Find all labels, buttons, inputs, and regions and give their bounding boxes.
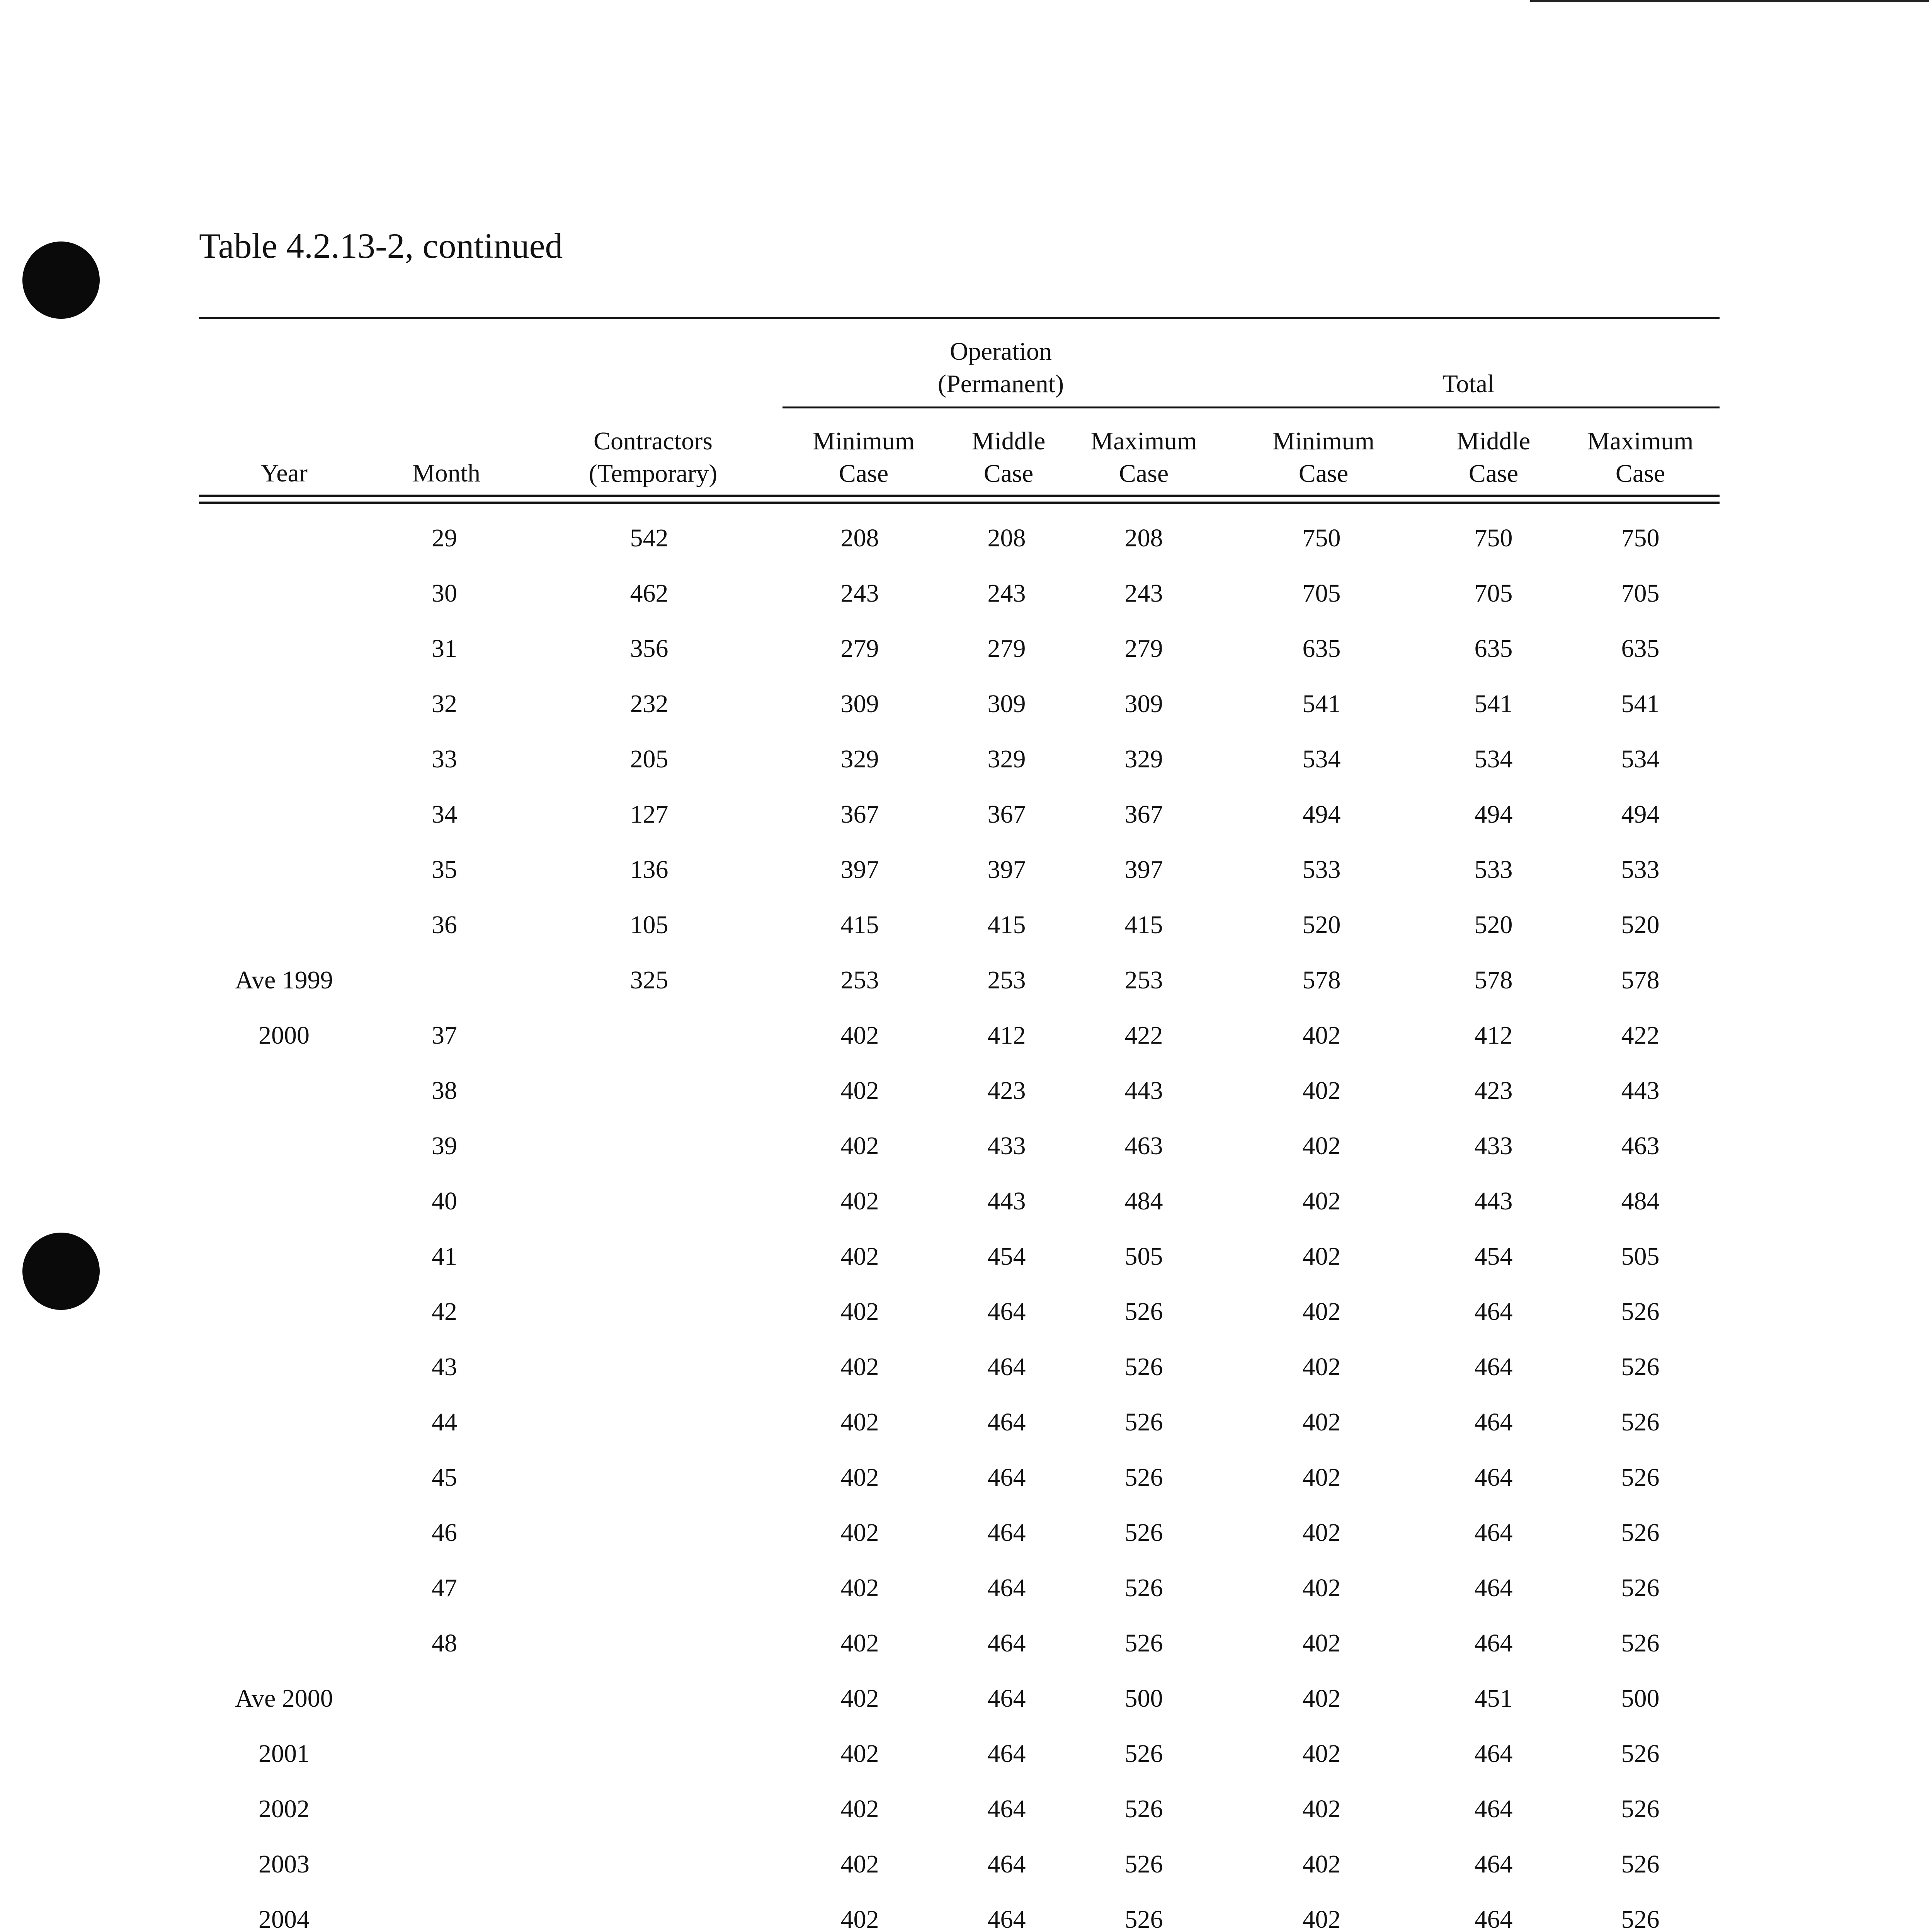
table-row — [0, 1615, 1929, 1670]
header-op-max: Maximum Case — [1090, 427, 1197, 488]
cell-op-mid: 208 — [987, 524, 1026, 552]
cell-tot-min: 402 — [1302, 1463, 1341, 1492]
table-title: Table 4.2.13-2, continued — [199, 226, 563, 265]
cell-op-max: 279 — [1124, 634, 1163, 663]
cell-contractors: 136 — [630, 855, 669, 884]
cell-contractors: 127 — [630, 800, 669, 828]
cell-tot-min: 494 — [1302, 800, 1341, 828]
cell-tot-min: 578 — [1302, 966, 1341, 994]
cell-tot-max: 526 — [1621, 1408, 1660, 1436]
cell-tot-mid: 412 — [1474, 1021, 1513, 1049]
cell-tot-min: 402 — [1302, 1077, 1341, 1105]
cell-tot-max: 526 — [1621, 1463, 1660, 1492]
cell-tot-max: 494 — [1621, 800, 1660, 828]
cell-tot-mid: 443 — [1474, 1187, 1513, 1215]
cell-tot-min: 402 — [1302, 1574, 1341, 1602]
cell-op-max: 526 — [1124, 1463, 1163, 1492]
cell-op-min: 402 — [840, 1187, 879, 1215]
cell-tot-max: 520 — [1621, 911, 1660, 939]
header-tot-min: Minimum Case — [1272, 427, 1375, 488]
cell-year: Ave 2000 — [235, 1684, 333, 1713]
cell-op-min: 402 — [840, 1519, 879, 1547]
cell-op-max: 526 — [1124, 1905, 1163, 1932]
cell-op-min: 402 — [840, 1463, 879, 1492]
cell-op-min: 402 — [840, 1905, 879, 1932]
cell-tot-mid: 635 — [1474, 634, 1513, 663]
cell-tot-min: 750 — [1302, 524, 1341, 552]
cell-month: 31 — [432, 634, 457, 663]
cell-contractors: 542 — [630, 524, 669, 552]
cell-op-mid: 433 — [987, 1132, 1026, 1160]
cell-op-min: 402 — [840, 1574, 879, 1602]
cell-op-mid: 464 — [987, 1629, 1026, 1657]
cell-op-mid: 464 — [987, 1353, 1026, 1381]
cell-tot-min: 402 — [1302, 1629, 1341, 1657]
cell-tot-max: 526 — [1621, 1353, 1660, 1381]
cell-tot-max: 705 — [1621, 579, 1660, 607]
cell-op-mid: 443 — [987, 1187, 1026, 1215]
cell-month: 48 — [432, 1629, 457, 1657]
cell-tot-max: 635 — [1621, 634, 1660, 663]
cell-op-max: 526 — [1124, 1629, 1163, 1657]
cell-op-max: 253 — [1124, 966, 1163, 994]
cell-op-min: 402 — [840, 1298, 879, 1326]
cell-tot-max: 526 — [1621, 1519, 1660, 1547]
cell-op-max: 415 — [1124, 911, 1163, 939]
table-row — [0, 1007, 1929, 1063]
cell-op-min: 402 — [840, 1021, 879, 1049]
cell-tot-mid: 534 — [1474, 745, 1513, 773]
cell-op-mid: 464 — [987, 1298, 1026, 1326]
cell-op-mid: 464 — [987, 1850, 1026, 1878]
cell-tot-min: 402 — [1302, 1408, 1341, 1436]
table-row — [0, 1394, 1929, 1449]
cell-contractors: 356 — [630, 634, 669, 663]
table-row — [0, 1781, 1929, 1836]
cell-contractors: 325 — [630, 966, 669, 994]
table-row — [0, 676, 1929, 731]
table-top-rule — [199, 317, 1720, 319]
cell-op-min: 402 — [840, 1850, 879, 1878]
cell-tot-min: 402 — [1302, 1132, 1341, 1160]
cell-tot-max: 526 — [1621, 1298, 1660, 1326]
table-body — [0, 510, 1929, 1932]
header-tot-max: Maximum Case — [1587, 427, 1694, 488]
cell-month: 38 — [432, 1077, 457, 1105]
cell-tot-mid: 541 — [1474, 690, 1513, 718]
table-row — [0, 1063, 1929, 1118]
cell-op-min: 402 — [840, 1242, 879, 1270]
cell-op-max: 500 — [1124, 1684, 1163, 1713]
cell-op-max: 526 — [1124, 1353, 1163, 1381]
cell-tot-min: 635 — [1302, 634, 1341, 663]
header-month: Month — [412, 459, 481, 487]
cell-tot-mid: 464 — [1474, 1519, 1513, 1547]
cell-op-mid: 397 — [987, 855, 1026, 884]
cell-op-max: 397 — [1124, 855, 1163, 884]
cell-tot-mid: 705 — [1474, 579, 1513, 607]
cell-op-min: 402 — [840, 1353, 879, 1381]
cell-month: 33 — [432, 745, 457, 773]
cell-month: 42 — [432, 1298, 457, 1326]
cell-tot-mid: 464 — [1474, 1850, 1513, 1878]
cell-op-max: 526 — [1124, 1850, 1163, 1878]
cell-op-mid: 415 — [987, 911, 1026, 939]
table-row — [0, 1228, 1929, 1284]
cell-op-max: 422 — [1124, 1021, 1163, 1049]
cell-tot-max: 463 — [1621, 1132, 1660, 1160]
table-row — [0, 786, 1929, 842]
cell-op-min: 243 — [840, 579, 879, 607]
cell-op-min: 279 — [840, 634, 879, 663]
cell-tot-min: 533 — [1302, 855, 1341, 884]
cell-tot-min: 534 — [1302, 745, 1341, 773]
cell-month: 37 — [432, 1021, 457, 1049]
cell-tot-min: 402 — [1302, 1298, 1341, 1326]
cell-op-max: 526 — [1124, 1298, 1163, 1326]
cell-month: 41 — [432, 1242, 457, 1270]
cell-op-min: 309 — [840, 690, 879, 718]
cell-op-mid: 464 — [987, 1795, 1026, 1823]
cell-tot-max: 526 — [1621, 1795, 1660, 1823]
cell-tot-max: 526 — [1621, 1850, 1660, 1878]
cell-op-mid: 423 — [987, 1077, 1026, 1105]
cell-year: 2003 — [259, 1850, 310, 1878]
cell-month: 40 — [432, 1187, 457, 1215]
cell-tot-max: 578 — [1621, 966, 1660, 994]
table-row — [0, 1726, 1929, 1781]
cell-tot-mid: 464 — [1474, 1574, 1513, 1602]
cell-month: 35 — [432, 855, 457, 884]
cell-op-min: 402 — [840, 1132, 879, 1160]
cell-year: Ave 1999 — [235, 966, 333, 994]
cell-op-max: 484 — [1124, 1187, 1163, 1215]
cell-tot-min: 402 — [1302, 1850, 1341, 1878]
cell-tot-mid: 578 — [1474, 966, 1513, 994]
cell-year: 2001 — [259, 1740, 310, 1768]
table-row — [0, 565, 1929, 621]
cell-tot-min: 402 — [1302, 1684, 1341, 1713]
cell-tot-max: 443 — [1621, 1077, 1660, 1105]
cell-tot-min: 402 — [1302, 1021, 1341, 1049]
cell-year: 2000 — [259, 1021, 310, 1049]
cell-op-max: 443 — [1124, 1077, 1163, 1105]
cell-tot-mid: 464 — [1474, 1353, 1513, 1381]
cell-tot-min: 705 — [1302, 579, 1341, 607]
cell-op-mid: 464 — [987, 1740, 1026, 1768]
table-row — [0, 952, 1929, 1007]
header-year: Year — [260, 459, 308, 487]
cell-tot-mid: 464 — [1474, 1463, 1513, 1492]
cell-contractors: 462 — [630, 579, 669, 607]
header-op-mid: Middle Case — [971, 427, 1046, 488]
cell-contractors: 232 — [630, 690, 669, 718]
cell-tot-mid: 454 — [1474, 1242, 1513, 1270]
table-row — [0, 731, 1929, 786]
cell-op-min: 402 — [840, 1629, 879, 1657]
cell-month: 45 — [432, 1463, 457, 1492]
table-row — [0, 621, 1929, 676]
cell-tot-mid: 433 — [1474, 1132, 1513, 1160]
cell-op-mid: 464 — [987, 1519, 1026, 1547]
cell-op-mid: 464 — [987, 1574, 1026, 1602]
cell-tot-mid: 464 — [1474, 1905, 1513, 1932]
cell-tot-max: 422 — [1621, 1021, 1660, 1049]
cell-tot-mid: 464 — [1474, 1629, 1513, 1657]
header-double-rule-top — [199, 495, 1720, 497]
cell-op-max: 526 — [1124, 1574, 1163, 1602]
table-row — [0, 1891, 1929, 1932]
cell-op-max: 208 — [1124, 524, 1163, 552]
cell-tot-min: 402 — [1302, 1740, 1341, 1768]
cell-month: 32 — [432, 690, 457, 718]
cell-op-mid: 329 — [987, 745, 1026, 773]
cell-month: 47 — [432, 1574, 457, 1602]
table-row — [0, 1173, 1929, 1228]
cell-month: 46 — [432, 1519, 457, 1547]
header-operation-group: Operation (Permanent) — [937, 337, 1064, 398]
cell-tot-max: 526 — [1621, 1740, 1660, 1768]
cell-tot-mid: 533 — [1474, 855, 1513, 884]
cell-tot-max: 484 — [1621, 1187, 1660, 1215]
cell-op-min: 329 — [840, 745, 879, 773]
cell-tot-min: 402 — [1302, 1519, 1341, 1547]
cell-tot-max: 500 — [1621, 1684, 1660, 1713]
cell-op-min: 402 — [840, 1684, 879, 1713]
cell-op-mid: 367 — [987, 800, 1026, 828]
cell-op-min: 253 — [840, 966, 879, 994]
cell-month: 29 — [432, 524, 457, 552]
cell-month: 30 — [432, 579, 457, 607]
cell-month: 39 — [432, 1132, 457, 1160]
table-row — [0, 1339, 1929, 1394]
cell-tot-mid: 750 — [1474, 524, 1513, 552]
cell-year: 2004 — [259, 1905, 310, 1932]
cell-tot-max: 534 — [1621, 745, 1660, 773]
cell-op-max: 309 — [1124, 690, 1163, 718]
cell-month: 44 — [432, 1408, 457, 1436]
cell-tot-max: 505 — [1621, 1242, 1660, 1270]
cell-op-min: 402 — [840, 1077, 879, 1105]
cell-tot-min: 520 — [1302, 911, 1341, 939]
cell-tot-max: 526 — [1621, 1629, 1660, 1657]
cell-month: 43 — [432, 1353, 457, 1381]
cell-tot-max: 526 — [1621, 1574, 1660, 1602]
header-op-min: Minimum Case — [812, 427, 915, 488]
cell-op-mid: 454 — [987, 1242, 1026, 1270]
cell-month: 36 — [432, 911, 457, 939]
cell-tot-min: 402 — [1302, 1187, 1341, 1215]
cell-op-min: 397 — [840, 855, 879, 884]
cell-op-mid: 309 — [987, 690, 1026, 718]
cell-tot-mid: 451 — [1474, 1684, 1513, 1713]
cell-tot-mid: 464 — [1474, 1298, 1513, 1326]
cell-tot-mid: 423 — [1474, 1077, 1513, 1105]
cell-tot-mid: 464 — [1474, 1408, 1513, 1436]
cell-tot-max: 526 — [1621, 1905, 1660, 1932]
table-row — [0, 897, 1929, 952]
cell-year: 2002 — [259, 1795, 310, 1823]
table-row — [0, 1118, 1929, 1173]
cell-op-max: 526 — [1124, 1408, 1163, 1436]
cell-op-max: 329 — [1124, 745, 1163, 773]
cell-contractors: 105 — [630, 911, 669, 939]
cell-op-max: 243 — [1124, 579, 1163, 607]
cell-op-mid: 279 — [987, 634, 1026, 663]
cell-tot-min: 402 — [1302, 1905, 1341, 1932]
cell-tot-min: 402 — [1302, 1353, 1341, 1381]
cell-op-mid: 243 — [987, 579, 1026, 607]
cell-op-min: 367 — [840, 800, 879, 828]
table-row — [0, 1449, 1929, 1505]
cell-op-mid: 464 — [987, 1408, 1026, 1436]
cell-op-max: 526 — [1124, 1519, 1163, 1547]
table-row — [0, 1670, 1929, 1726]
cell-op-mid: 253 — [987, 966, 1026, 994]
cell-tot-min: 541 — [1302, 690, 1341, 718]
table-row — [0, 1836, 1929, 1891]
cell-op-mid: 464 — [987, 1905, 1026, 1932]
cell-op-min: 402 — [840, 1795, 879, 1823]
table-row — [0, 1560, 1929, 1615]
table-row — [0, 842, 1929, 897]
binder-hole-top — [22, 242, 100, 319]
cell-op-max: 367 — [1124, 800, 1163, 828]
cell-op-min: 402 — [840, 1408, 879, 1436]
cell-tot-mid: 464 — [1474, 1795, 1513, 1823]
cell-op-max: 526 — [1124, 1740, 1163, 1768]
cell-op-mid: 412 — [987, 1021, 1026, 1049]
cell-tot-max: 533 — [1621, 855, 1660, 884]
cell-tot-max: 750 — [1621, 524, 1660, 552]
cell-op-min: 415 — [840, 911, 879, 939]
table-row — [0, 510, 1929, 565]
cell-tot-max: 541 — [1621, 690, 1660, 718]
cell-op-min: 402 — [840, 1740, 879, 1768]
header-total-group: Total — [1442, 370, 1495, 398]
cell-op-max: 505 — [1124, 1242, 1163, 1270]
cell-tot-min: 402 — [1302, 1242, 1341, 1270]
table-row — [0, 1505, 1929, 1560]
cell-op-max: 463 — [1124, 1132, 1163, 1160]
cell-tot-mid: 494 — [1474, 800, 1513, 828]
cell-contractors: 205 — [630, 745, 669, 773]
cell-tot-mid: 464 — [1474, 1740, 1513, 1768]
top-edge-line — [1530, 0, 1929, 2]
header-double-rule-bottom — [199, 502, 1720, 504]
table-row — [0, 1284, 1929, 1339]
header-tot-mid: Middle Case — [1456, 427, 1531, 488]
cell-op-min: 208 — [840, 524, 879, 552]
cell-op-mid: 464 — [987, 1684, 1026, 1713]
cell-tot-mid: 520 — [1474, 911, 1513, 939]
cell-op-mid: 464 — [987, 1463, 1026, 1492]
group-header-rule — [782, 406, 1720, 408]
cell-op-max: 526 — [1124, 1795, 1163, 1823]
cell-tot-min: 402 — [1302, 1795, 1341, 1823]
cell-month: 34 — [432, 800, 457, 828]
header-contractors: Contractors (Temporary) — [589, 427, 718, 488]
